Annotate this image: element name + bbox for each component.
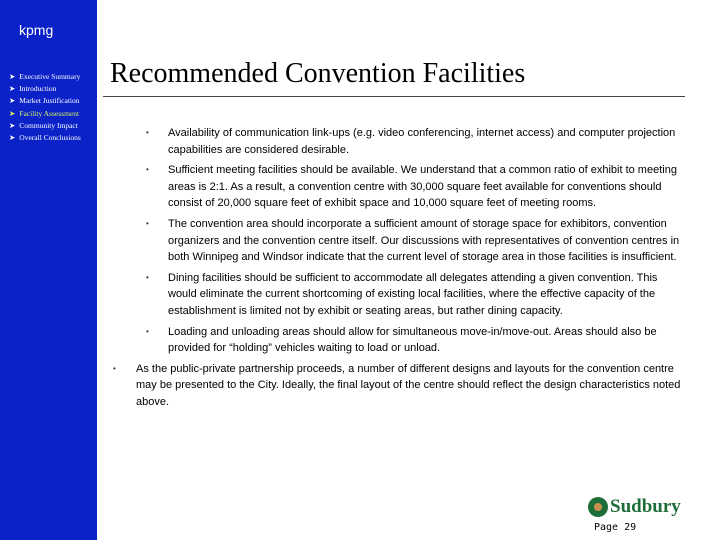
sudbury-wordmark: Sudbury bbox=[610, 496, 681, 517]
arrow-icon: ➤ bbox=[9, 84, 16, 94]
bullet-icon: • bbox=[113, 363, 116, 373]
arrow-icon: ➤ bbox=[9, 120, 16, 130]
bullet-text: Loading and unloading areas should allow for simultaneous move-in/move-out. Areas should also be provided for “holding” vehicles waiting to load or unload. bbox=[168, 325, 657, 355]
sidebar bbox=[0, 0, 97, 540]
bullet-item bbox=[110, 216, 685, 266]
bullet-list bbox=[110, 125, 685, 415]
nav-item-executive-summary[interactable]: ➤ Executive Summary bbox=[9, 72, 81, 81]
page-number: Page 29 bbox=[594, 522, 637, 533]
nav-item-facility-assessment[interactable]: ➤ Facility Assessment bbox=[9, 108, 80, 118]
sudbury-swirl-icon bbox=[588, 497, 608, 517]
bullet-text: Dining facilities should be sufficient to accommodate all delegates attending a given convention. This would eliminate the current shortcoming of existing local facilities, where the effective capacity of the establishment is limited not by exhibit or seating areas, but rather dining capacity. bbox=[168, 271, 658, 317]
conclusion-text: As the public-private partnership proceeds, a number of different designs and layouts for the convention centre may be presented to the City. Ideally, the final layout of the centre should reflect the design characteristics noted above. bbox=[136, 362, 681, 408]
arrow-icon: ➤ bbox=[9, 132, 16, 142]
bullet-icon: • bbox=[146, 128, 149, 137]
bullet-item bbox=[110, 270, 685, 320]
bullet-icon: • bbox=[146, 218, 149, 228]
nav-item-overall-conclusions[interactable]: ➤ Overall Conclusions bbox=[9, 132, 81, 142]
bullet-text: Availability of communication link-ups (e.g. video conferencing, internet access) and computer projection capabilities are considered desirable. bbox=[168, 127, 676, 156]
sudbury-logo bbox=[588, 496, 681, 518]
bullet-item bbox=[110, 324, 685, 357]
conclusion-item bbox=[110, 361, 685, 411]
bullet-icon: • bbox=[146, 326, 149, 336]
arrow-icon: ➤ bbox=[9, 108, 16, 118]
nav-list bbox=[9, 71, 81, 144]
bullet-item bbox=[110, 162, 685, 212]
nav-item-community-impact[interactable]: ➤ Community Impact bbox=[9, 120, 78, 130]
nav-item-introduction[interactable]: ➤ Introduction bbox=[9, 84, 57, 94]
title-divider bbox=[103, 96, 685, 97]
arrow-icon: ➤ bbox=[9, 72, 16, 81]
bullet-item bbox=[110, 125, 685, 158]
bullet-icon: • bbox=[146, 272, 149, 282]
arrow-icon: ➤ bbox=[9, 96, 16, 106]
kpmg-logo: kpmg bbox=[19, 22, 54, 38]
bullet-icon: • bbox=[146, 165, 149, 175]
nav-item-market-justification[interactable]: ➤ Market Justification bbox=[9, 96, 80, 106]
page-title: Recommended Convention Facilities bbox=[110, 58, 526, 89]
bullet-text: The convention area should incorporate a sufficient amount of storage space for exhibitors, convention organizers and the convention centre itself. Our discussions with representatives of convention centres in both Winnipeg and Windsor indicate that the current level of storage area in those facilities is insufficient. bbox=[168, 217, 680, 264]
bullet-text: Sufficient meeting facilities should be available. We understand that a common ratio of exhibit to meeting areas is 2:1. As a result, a convention centre with 30,000 square feet available for conventions should consist of 20,000 square feet of exhibit space and 10,000 square feet of meeting rooms. bbox=[168, 164, 677, 210]
